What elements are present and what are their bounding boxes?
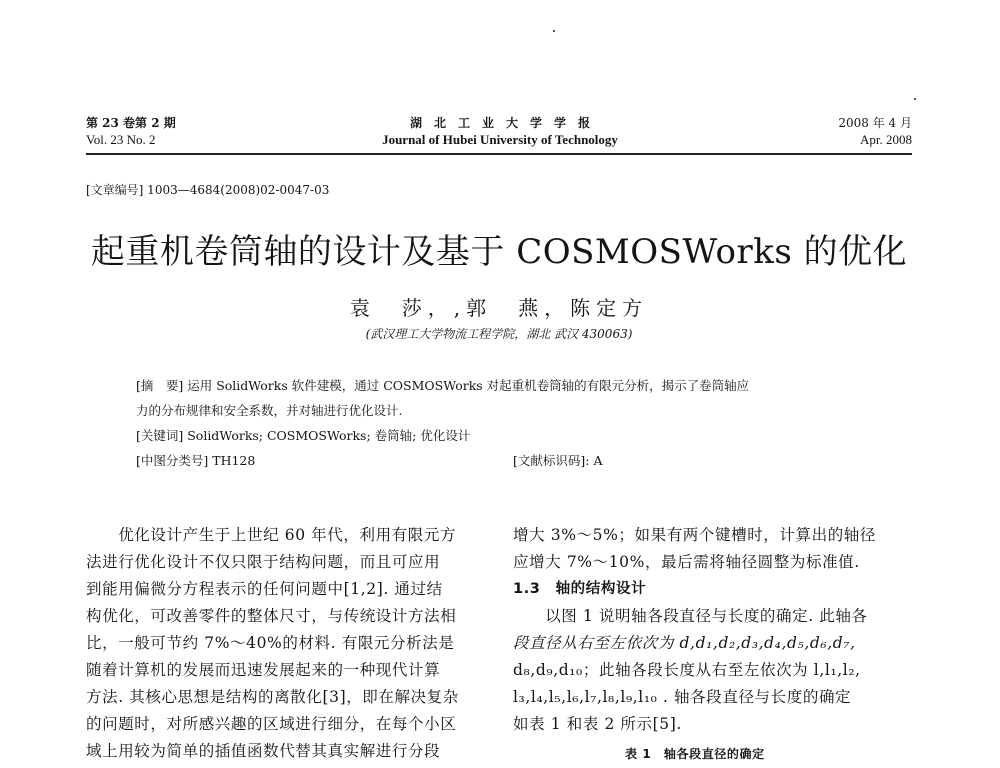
left-column-line: 构优化，可改善零件的整体尺寸，与传统设计方法相 <box>86 607 457 625</box>
right-column-line: d₈,d₉,d₁₀；此轴各段长度从右至左依次为 l,l₁,l₂, <box>513 661 861 679</box>
document-code: [文献标识码]: A <box>513 453 603 468</box>
authors: 袁 莎，,郭 燕，陈定方 <box>349 296 649 320</box>
left-column-line: 域上用较为简单的插值函数代替其真实解进行分段 <box>86 742 441 760</box>
left-column-line: 优化设计产生于上世纪 60 年代，利用有限元方 <box>86 526 457 544</box>
left-column-line: 随着计算机的发展而迅速发展起来的一种现代计算 <box>86 661 441 679</box>
journal-name-en: Journal of Hubei University of Technology <box>382 132 618 147</box>
issue-number-cn: 第 23 卷第 2 期 <box>86 116 176 130</box>
issue-number-en: Vol. 23 No. 2 <box>86 132 156 147</box>
right-column-line: 应增大 7%～10%，最后需将轴径圆整为标准值. <box>513 553 860 571</box>
section-heading: 1.3 轴的结构设计 <box>513 581 647 597</box>
journal-name-cn: 湖 北 工 业 大 学 学 报 <box>409 116 590 130</box>
right-column-line: 如表 1 和表 2 所示[5]. <box>513 715 682 733</box>
issue-date-cn: 2008 年 4 月 <box>838 116 912 130</box>
right-column-line: 段直径从右至左依次为 d,d₁,d₂,d₃,d₄,d₅,d₆,d₇, <box>513 634 856 652</box>
paper-title: 起重机卷筒轴的设计及基于 COSMOSWorks 的优化 <box>90 232 908 272</box>
clc-number: [中图分类号] TH128 <box>136 453 256 468</box>
issue-date-en: Apr. 2008 <box>860 132 912 147</box>
right-column-line: l₃,l₄,l₅,l₆,l₇,l₈,l₉,l₁₀ . 轴各段直径与长度的确定 <box>513 688 852 706</box>
article-id: [文章编号] 1003—4684(2008)02-0047-03 <box>86 183 330 197</box>
left-column-line: 法进行优化设计不仅只限于结构问题，而且可应用 <box>86 553 441 571</box>
right-column-line: 增大 3%～5%；如果有两个键槽时，计算出的轴径 <box>513 526 877 544</box>
keywords: [关键词] SolidWorks; COSMOSWorks; 卷筒轴; 优化设计 <box>136 428 471 443</box>
left-column-line: 方法. 其核心思想是结构的离散化[3]，即在解决复杂 <box>86 688 459 706</box>
right-column-line: 以图 1 说明轴各段直径与长度的确定. 此轴各 <box>513 607 868 625</box>
header-rule <box>86 153 912 155</box>
left-column-line: 的问题时，对所感兴趣的区域进行细分，在每个小区 <box>86 715 457 733</box>
left-column-line: 到能用偏微分方程表示的任何问题中[1,2]. 通过结 <box>86 580 443 598</box>
affiliation: (武汉理工大学物流工程学院，湖北 武汉 430063) <box>365 327 633 341</box>
abstract-line-2: 力的分布规律和安全系数，并对轴进行优化设计. <box>136 403 403 418</box>
scan-speck <box>553 30 555 32</box>
left-column-line: 比，一般可节约 7%～40%的材料. 有限元分析法是 <box>86 634 455 652</box>
table-caption: 表 1 轴各段直径的确定 <box>625 747 765 761</box>
abstract-line-1: [摘 要] 运用 SolidWorks 软件建模，通过 COSMOSWorks 对起重机卷筒轴的有限元分析，揭示了卷筒轴应 <box>136 378 750 393</box>
scan-speck <box>914 98 916 100</box>
